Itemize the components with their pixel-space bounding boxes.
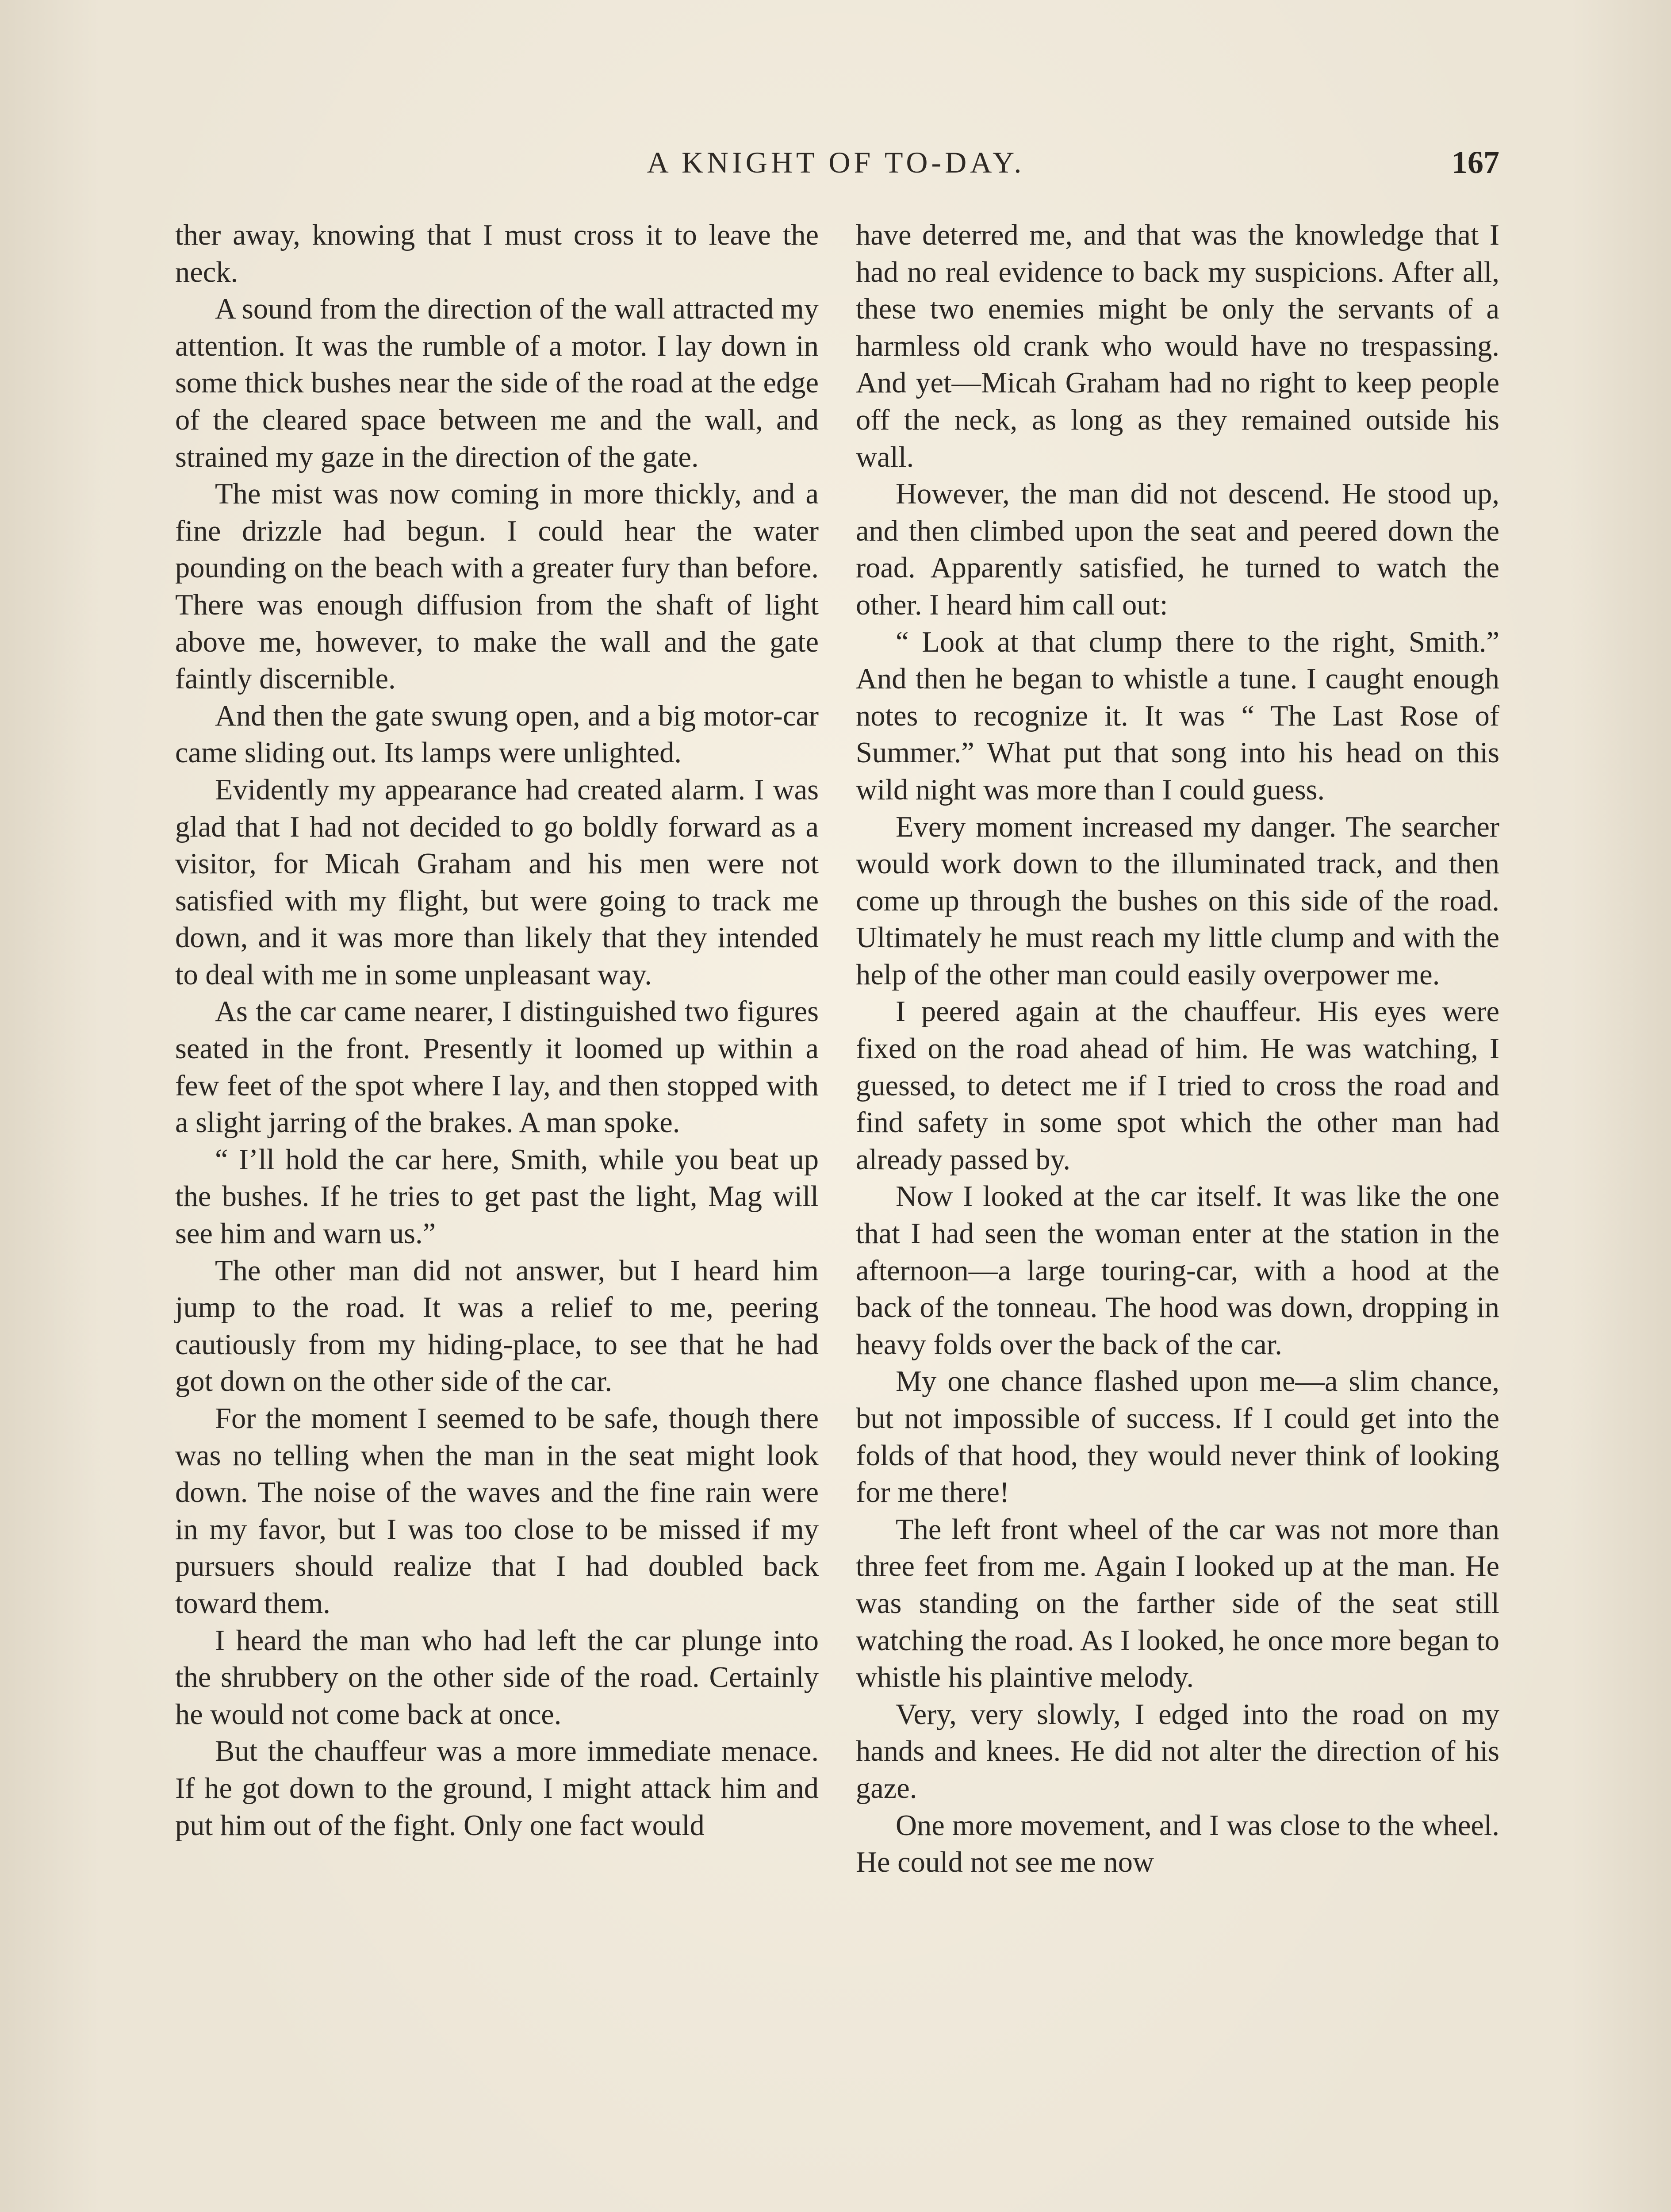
paragraph: ther away, knowing that I must cross it to leave the neck. (175, 219, 819, 288)
paragraph: I peered again at the chauffeur. His eyes were fixed on the road ahead of him. He was watching, I guessed, to detect me if I tried to cross the road and find safety in some spot which the other man had already passed by. (856, 995, 1499, 1176)
paragraph: As the car came nearer, I distinguished two figures seated in the front. Presently it loomed up within a few feet of the spot where I lay, and then stopped with a slight jarring of the brakes. A man spoke. (175, 995, 819, 1139)
paragraph: But the chauffeur was a more immediate menace. If he got down to the ground, I might attack him and put him out of the fight. Only one fact would (175, 1735, 819, 1842)
text-column-left (175, 217, 819, 1844)
paragraph: And then the gate swung open, and a big motor-car came sliding out. Its lamps were unlighted. (175, 699, 819, 769)
running-title: A KNIGHT OF TO-DAY. (647, 146, 1025, 179)
paragraph: The mist was now coming in more thickly, and a fine drizzle had begun. I could hear the water pounding on the beach with a greater fury than before. There was enough diffusion from the shaft of light above me, however, to make the wall and the gate faintly discernible. (175, 478, 819, 695)
paragraph: have deterred me, and that was the knowledge that I had no real evidence to back my suspicions. After all, these two enemies might be only the servants of a harmless old crank who would have no trespassing. And yet—Micah Graham had no right to keep people off the neck, as long as they remained outside his wall. (856, 219, 1499, 473)
paragraph: I heard the man who had left the car plunge into the shrubbery on the other side of the road. Certainly he would not come back at once. (175, 1624, 819, 1731)
running-header (172, 142, 1499, 182)
paragraph: Every moment increased my danger. The searcher would work down to the illuminated track, and then come up through the bushes on this side of the road. Ultimately he must reach my little clump and with the help of the other man could easily overpower me. (856, 810, 1499, 991)
paragraph: However, the man did not descend. He stood up, and then climbed upon the seat and peered down the road. Apparently satisfied, he turned to watch the other. I heard him call out: (856, 478, 1499, 621)
text-column-right (856, 217, 1499, 1881)
paragraph: For the moment I seemed to be safe, though there was no telling when the man in the seat might look down. The noise of the waves and the fine rain were in my favor, but I was too close to be missed if my pursuers should realize that I had doubled back toward them. (175, 1402, 819, 1620)
paragraph: A sound from the direction of the wall attracted my attention. It was the rumble of a motor. I lay down in some thick bushes near the side of the road at the edge of the cleared space between me and the wall, and strained my gaze in the direction of the gate. (175, 293, 819, 473)
paragraph: My one chance flashed upon me—a slim chance, but not impossible of success. If I could get into the folds of that hood, they would never think of looking for me there! (856, 1365, 1499, 1509)
paragraph: Evidently my appearance had created alarm. I was glad that I had not decided to go boldly forward as a visitor, for Micah Graham and his men were not satisfied with my flight, but were going to track me down, and it was more than likely that they intended to deal with me in some unpleasant way. (175, 773, 819, 991)
page-number: 167 (1452, 145, 1499, 180)
paragraph: “ Look at that clump there to the right, Smith.” And then he began to whistle a tune. I caught enough notes to recognize it. It was “ The Last Rose of Summer.” What put that song into his head on this wild night was more than I could guess. (856, 626, 1499, 806)
paragraph: The left front wheel of the car was not more than three feet from me. Again I looked up at the man. He was standing on the farther side of the seat still watching the road. As I looked, he once more began to whistle his plaintive melody. (856, 1513, 1499, 1694)
paragraph: One more movement, and I was close to the wheel. He could not see me now (856, 1809, 1499, 1879)
paragraph: Very, very slowly, I edged into the road on my hands and knees. He did not alter the direction of his gaze. (856, 1698, 1499, 1805)
paragraph: The other man did not answer, but I heard him jump to the road. It was a relief to me, peering cautiously from my hiding-place, to see that he had got down on the other side of the car. (175, 1254, 819, 1398)
paragraph: “ I’ll hold the car here, Smith, while you beat up the bushes. If he tries to get past the light, Mag will see him and warn us.” (175, 1143, 819, 1250)
paragraph: Now I looked at the car itself. It was like the one that I had seen the woman enter at the station in the afternoon—a large touring-car, with a hood at the back of the tonneau. The hood was down, dropping in heavy folds over the back of the car. (856, 1180, 1499, 1361)
